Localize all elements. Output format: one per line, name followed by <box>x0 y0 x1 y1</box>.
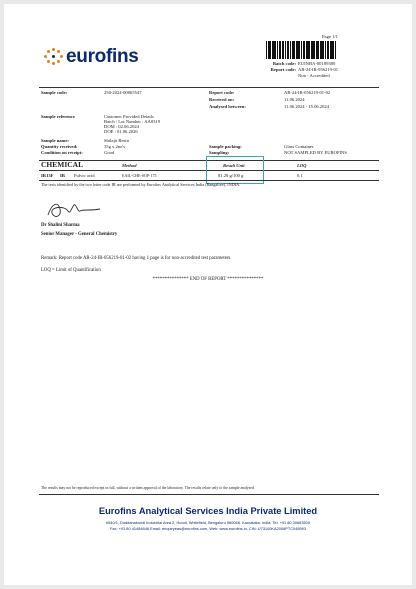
sample-reference-line: Customer Provided Details <box>104 114 154 119</box>
logo-text: eurofins <box>66 46 139 67</box>
test-result: 81.29 g/100 g <box>218 173 244 178</box>
barcode-bar <box>290 41 291 59</box>
barcode-bar <box>304 41 305 59</box>
barcode-bar <box>308 41 310 59</box>
barcode-bar <box>294 41 295 59</box>
barcode-bar <box>323 41 324 59</box>
barcode-bar <box>285 41 286 59</box>
quantity-value: 35g x 2no's <box>104 144 125 149</box>
barcode-bar <box>318 41 319 59</box>
test-method: EAIL-CHE-SOP-175 <box>122 173 157 178</box>
report-page <box>4 4 412 585</box>
report-code-label-2: Report code: <box>209 90 235 95</box>
table-bottom-border <box>39 180 379 181</box>
sample-reference-line: DOM : 02.06.2024 <box>104 124 139 129</box>
signature-image <box>44 197 104 221</box>
sample-reference-line: Batch / Lot Number : AA0319 <box>104 119 161 124</box>
company-name: Eurofins Analytical Services India Private Limited <box>98 506 318 516</box>
remark-text: Remark: Report code AR-24-IR-056219-01-02 having 1 page is for non-accredited test parameters. <box>41 256 232 261</box>
footnote: The tests identified by the two letter code IR are performed by Eurofins Analytical Services India (Bangalore), INDIA. <box>41 182 241 187</box>
report-code-label: Report code: <box>270 67 296 72</box>
sampling-label: Sampling: <box>209 150 230 155</box>
barcode-bar <box>328 41 329 59</box>
received-value: 11.06.2024 <box>284 97 305 102</box>
report-code-value-2: AR-24-IR-056219-01-02 <box>284 90 331 95</box>
result-header: Result Unit <box>223 163 245 168</box>
test-code: IR13F <box>41 173 54 178</box>
test-loq: 0.1 <box>297 173 303 178</box>
quantity-label: Quantity received: <box>41 144 78 149</box>
divider <box>39 87 379 88</box>
condition-value: Good <box>104 150 115 155</box>
analysed-value: 11.06.2024 - 15.06.2024 <box>284 104 329 109</box>
barcode-bar <box>280 41 281 59</box>
signatory-title: Senior Manager - General Chemistry <box>41 232 118 237</box>
barcode-bar <box>266 41 267 59</box>
eurofins-logo-icon <box>44 48 64 68</box>
analysed-label: Analysed between: <box>209 104 246 109</box>
loq-definition: LOQ = Limit of Quantification <box>41 268 101 273</box>
company-address: #540/1, Doddanakundi Industrial Area 2, Hoodi, Whitefield, Bengaluru 560048, Karnataka, India. Tel: +91 80 30683500 <box>105 520 310 525</box>
chemical-header: CHEMICAL <box>41 160 84 169</box>
barcode-bar <box>299 41 300 59</box>
barcode-bar <box>270 41 271 59</box>
barcode-bar <box>332 41 334 59</box>
received-label: Received on: <box>209 97 235 102</box>
disclaimer: The results may not be reproduced except in full, without a written approval of the laboratory. The results relate only to the sample analysed. <box>41 486 255 490</box>
barcode-bar <box>275 41 276 59</box>
test-lab-code: IR <box>60 173 66 178</box>
method-header: Method <box>122 163 137 168</box>
loq-header: LOQ <box>297 163 307 168</box>
barcode <box>266 41 336 59</box>
packing-value: Glass Container <box>284 144 314 149</box>
company-contact: Fax: +91 80 41484846 Email: enquiryeas@eurofins.com, Web: www.eurofins.in, CIN: U73100KA2006PTC048993 <box>109 526 307 531</box>
condition-label: Condition on receipt: <box>41 150 83 155</box>
sampling-value: NOT SAMPLED BY EUROFINS <box>284 150 347 155</box>
sample-reference-label: Sample reference <box>41 114 75 119</box>
packing-label: Sample packing: <box>209 144 242 149</box>
sample-reference-line: DOE : 01.06.2026 <box>104 129 138 134</box>
batch-code-label: Batch code: <box>272 61 296 66</box>
footer-divider <box>39 494 379 495</box>
batch-code-value: EUINBA-00189380 <box>298 61 336 66</box>
report-code-value: AR-24-IR-056219-01 <box>298 67 339 72</box>
sample-name-label: Sample name: <box>41 138 69 143</box>
barcode-bar <box>313 41 314 59</box>
barcode-bar <box>335 41 336 59</box>
signatory-name: Dr Shalini Sharma <box>41 223 80 228</box>
end-of-report: *************** END OF REPORT *************** <box>152 277 264 282</box>
sample-name-value: Shilajit Resin <box>104 138 129 143</box>
accreditation-status: Non - Accredited <box>298 73 330 78</box>
test-name: Fulvic acid <box>74 173 95 178</box>
page-number: Page 1/1 <box>322 34 338 39</box>
sample-code-value: 250-2024-00065547 <box>104 90 142 95</box>
sample-code-label: Sample code: <box>41 90 68 95</box>
